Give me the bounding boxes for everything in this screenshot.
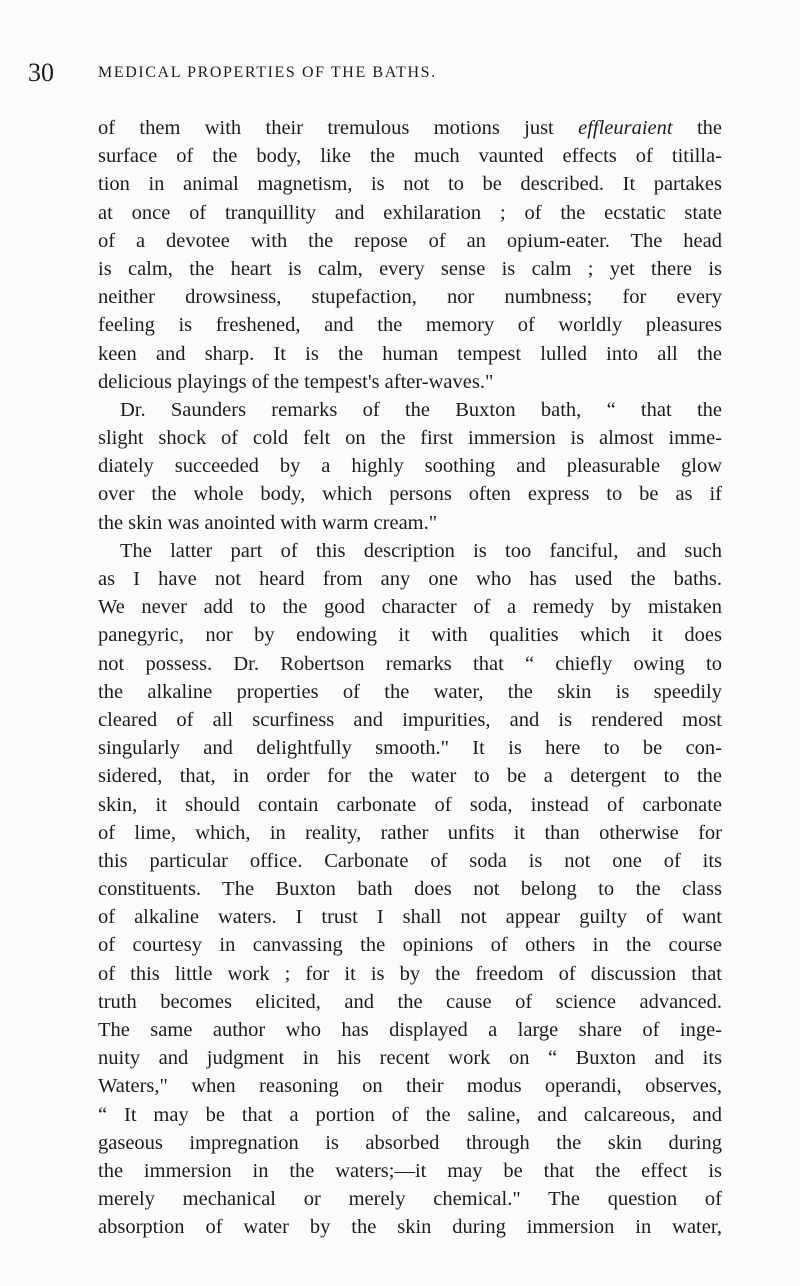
text-line <box>98 452 722 480</box>
text-line <box>98 424 722 452</box>
text-segment: not possess. Dr. Robertson remarks that “ chiefly owing to <box>98 652 722 675</box>
page-header <box>0 58 800 88</box>
text-line <box>98 1101 722 1129</box>
text-line <box>98 283 722 311</box>
text-line <box>98 875 722 903</box>
text-line <box>98 565 722 593</box>
text-line <box>98 509 722 537</box>
text-segment: The latter part of this description is too fanciful, and such <box>120 539 722 562</box>
text-line <box>98 960 722 988</box>
text-segment: the <box>672 117 722 139</box>
text-line <box>98 537 722 565</box>
text-line <box>98 396 722 424</box>
text-segment: slight shock of cold felt on the first immersion is almost imme- <box>98 427 722 450</box>
text-segment: nuity and judgment in his recent work on “ Buxton and its <box>98 1047 722 1070</box>
text-segment: gaseous impregnation is absorbed through the skin during <box>98 1131 722 1154</box>
text-line <box>98 1213 722 1241</box>
text-line <box>98 480 722 508</box>
page-number: 30 <box>28 58 54 87</box>
text-segment: surface of the body, like the much vaunted effects of titilla- <box>98 145 722 168</box>
text-line <box>98 931 722 959</box>
text-segment: as I have not heard from any one who has used the baths. <box>98 568 722 590</box>
text-segment: “ It may be that a portion of the saline, and calcareous, and <box>98 1103 722 1126</box>
text-segment: sidered, that, in order for the water to be a detergent to the <box>98 765 722 788</box>
text-line <box>98 114 722 142</box>
text-segment: of lime, which, in reality, rather unfits it than otherwise for <box>98 821 722 844</box>
text-segment: neither drowsiness, stupefaction, nor numbness; for every <box>98 286 722 309</box>
text-line <box>98 650 722 678</box>
text-segment: is calm, the heart is calm, every sense is calm ; yet there is <box>98 257 722 280</box>
text-line <box>98 791 722 819</box>
text-segment: panegyric, nor by endowing it with qualities which it does <box>98 624 722 647</box>
text-line <box>98 903 722 931</box>
text-segment: constituents. The Buxton bath does not belong to the class <box>98 878 722 901</box>
text-segment: keen and sharp. It is the human tempest lulled into all the <box>98 342 722 365</box>
text-segment: delicious playings of the tempest's after-waves." <box>98 370 494 393</box>
text-segment: of alkaline waters. I trust I shall not appear guilty of want <box>98 906 722 929</box>
text-segment: cleared of all scurfiness and impurities, and is rendered most <box>98 708 722 731</box>
running-title: MEDICAL PROPERTIES OF THE BATHS. <box>98 64 437 81</box>
text-segment: this particular office. Carbonate of soda is not one of its <box>98 849 722 872</box>
text-segment: feeling is freshened, and the memory of worldly pleasures <box>98 314 722 337</box>
text-line <box>98 762 722 790</box>
text-line <box>98 311 722 339</box>
text-segment: of courtesy in canvassing the opinions of others in the course <box>98 934 722 957</box>
text-line <box>98 621 722 649</box>
text-segment: merely mechanical or merely chemical." The question of <box>98 1188 722 1211</box>
text-segment: singularly and delightfully smooth." It is here to be con- <box>98 737 722 760</box>
text-line <box>98 1157 722 1185</box>
text-segment: skin, it should contain carbonate of soda, instead of carbonate <box>98 793 722 816</box>
text-line <box>98 819 722 847</box>
text-segment: diately succeeded by a highly soothing and pleasurable glow <box>98 455 722 478</box>
text-line <box>98 255 722 283</box>
text-segment: Waters," when reasoning on their modus operandi, observes, <box>98 1075 722 1098</box>
text-line <box>98 170 722 198</box>
text-line <box>98 734 722 762</box>
text-line <box>98 340 722 368</box>
text-segment: the alkaline properties of the water, the skin is speedily <box>98 680 722 703</box>
text-line <box>98 227 722 255</box>
text-segment: of this little work ; for it is by the freedom of discussion that <box>98 962 722 985</box>
text-segment: the skin was anointed with warm cream." <box>98 511 438 534</box>
text-line <box>98 593 722 621</box>
body-text <box>98 114 722 1242</box>
text-segment: the immersion in the waters;—it may be that the effect is <box>98 1159 722 1182</box>
text-segment: absorption of water by the skin during immersion in water, <box>98 1216 722 1239</box>
text-line <box>98 988 722 1016</box>
text-line <box>98 1129 722 1157</box>
italic-word: effleuraient <box>578 117 673 139</box>
text-segment: tion in animal magnetism, is not to be described. It partakes <box>98 173 722 196</box>
text-line <box>98 142 722 170</box>
text-segment: truth becomes elicited, and the cause of science advanced. <box>98 990 722 1013</box>
text-segment: of them with their tremulous motions just <box>98 117 579 139</box>
text-segment: at once of tranquillity and exhilaration ; of the ecstatic state <box>98 201 722 224</box>
text-line <box>98 1185 722 1213</box>
text-line <box>98 368 722 396</box>
text-segment: We never add to the good character of a remedy by mistaken <box>98 596 722 619</box>
text-line <box>98 847 722 875</box>
text-segment: The same author who has displayed a large share of inge- <box>98 1019 722 1041</box>
text-line <box>98 199 722 227</box>
text-line <box>98 1016 722 1044</box>
text-segment: over the whole body, which persons often express to be as if <box>98 483 722 506</box>
text-line <box>98 1044 722 1072</box>
text-line <box>98 1072 722 1100</box>
text-segment: of a devotee with the repose of an opium-eater. The head <box>98 229 722 252</box>
text-line <box>98 678 722 706</box>
text-segment: Dr. Saunders remarks of the Buxton bath, “ that the <box>120 398 722 421</box>
text-line <box>98 706 722 734</box>
